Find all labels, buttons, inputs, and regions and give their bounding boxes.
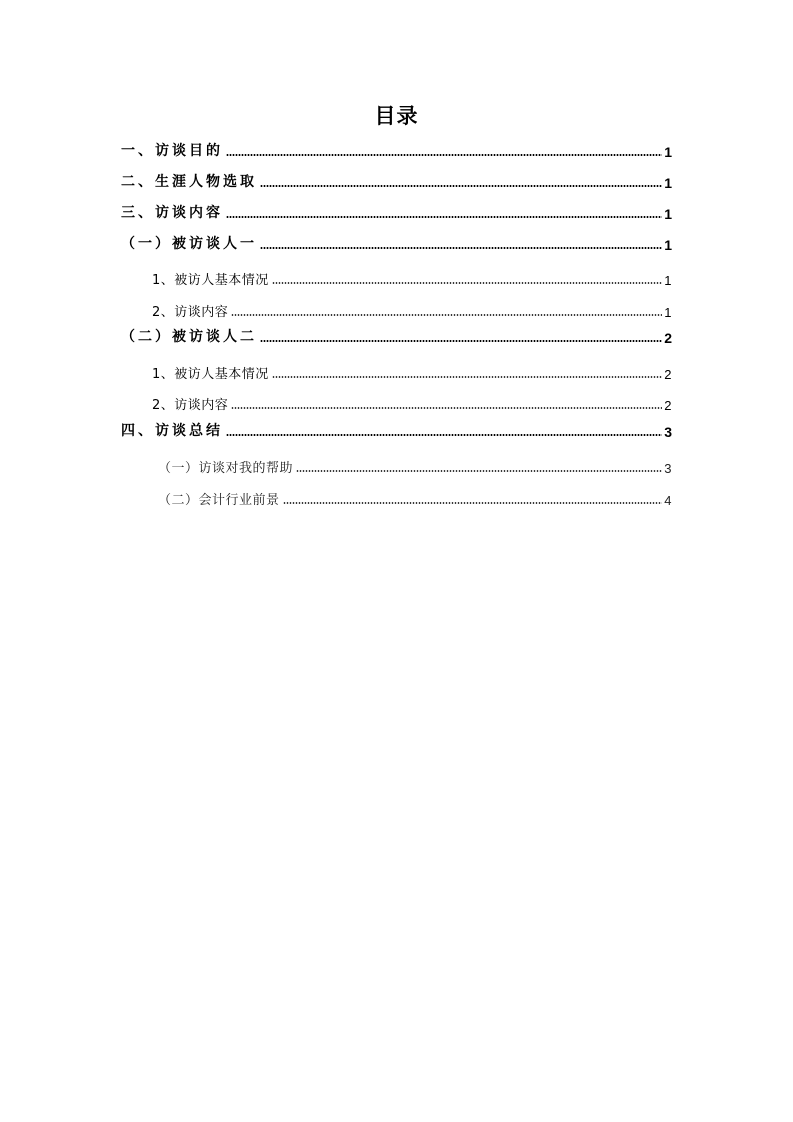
toc-page-number: 3 — [664, 461, 672, 476]
toc-entry-interviewee-two-content[interactable] — [152, 393, 672, 413]
toc-entry-interview-content[interactable] — [121, 202, 672, 222]
toc-entry-label: （一）被访谈人一 — [121, 236, 257, 252]
dot-leader — [260, 247, 662, 249]
toc-page-number: 2 — [664, 398, 672, 413]
toc-title: 目录 — [374, 104, 419, 128]
toc-entry-interviewee-one-content[interactable] — [152, 300, 672, 320]
toc-entry-summary-help[interactable] — [158, 456, 672, 476]
toc-entry-label: （一）访谈对我的帮助 — [158, 461, 294, 476]
dot-leader — [226, 434, 662, 436]
toc-page-number: 4 — [664, 493, 672, 508]
dot-leader — [260, 340, 662, 342]
toc-entry-label: 一、访谈目的 — [121, 143, 223, 159]
dot-leader — [231, 314, 662, 316]
toc-page-number: 1 — [664, 305, 672, 320]
toc-page-number: 1 — [664, 206, 672, 222]
dot-leader — [272, 282, 662, 284]
toc-page-number: 3 — [664, 424, 672, 440]
toc-entry-label: 三、访谈内容 — [121, 205, 223, 221]
toc-entry-label: 四、访谈总结 — [121, 423, 223, 439]
toc-entry-label: 1、被访人基本情况 — [152, 367, 269, 382]
dot-leader — [226, 216, 662, 218]
toc-entry-interviewee-one-basic-info[interactable] — [152, 268, 672, 288]
toc-entry-purpose[interactable] — [121, 140, 672, 160]
toc-entry-label: 2、访谈内容 — [152, 398, 229, 413]
toc-entry-label: 2、访谈内容 — [152, 305, 229, 320]
toc-entry-interviewee-one[interactable] — [121, 233, 672, 253]
dot-leader — [296, 470, 662, 472]
toc-page-number: 1 — [664, 175, 672, 191]
toc-page-number: 1 — [664, 237, 672, 253]
dot-leader — [283, 502, 663, 504]
toc-page-number: 1 — [664, 144, 672, 160]
dot-leader — [226, 154, 662, 156]
toc-entry-summary[interactable] — [121, 420, 672, 440]
dot-leader — [231, 407, 662, 409]
dot-leader — [260, 185, 662, 187]
toc-entry-summary-accounting-outlook[interactable] — [158, 488, 672, 508]
toc-page-number: 2 — [664, 367, 672, 382]
dot-leader — [272, 376, 662, 378]
toc-entry-label: （二）被访谈人二 — [121, 329, 257, 345]
toc-entry-label: （二）会计行业前景 — [158, 493, 280, 508]
toc-entry-person-selection[interactable] — [121, 171, 672, 191]
toc-page-number: 1 — [664, 273, 672, 288]
toc-entry-interviewee-two[interactable] — [121, 326, 672, 346]
toc-page-number: 2 — [664, 330, 672, 346]
toc-entry-label: 1、被访人基本情况 — [152, 273, 269, 288]
toc-entry-interviewee-two-basic-info[interactable] — [152, 362, 672, 382]
toc-entry-label: 二、生涯人物选取 — [121, 174, 257, 190]
